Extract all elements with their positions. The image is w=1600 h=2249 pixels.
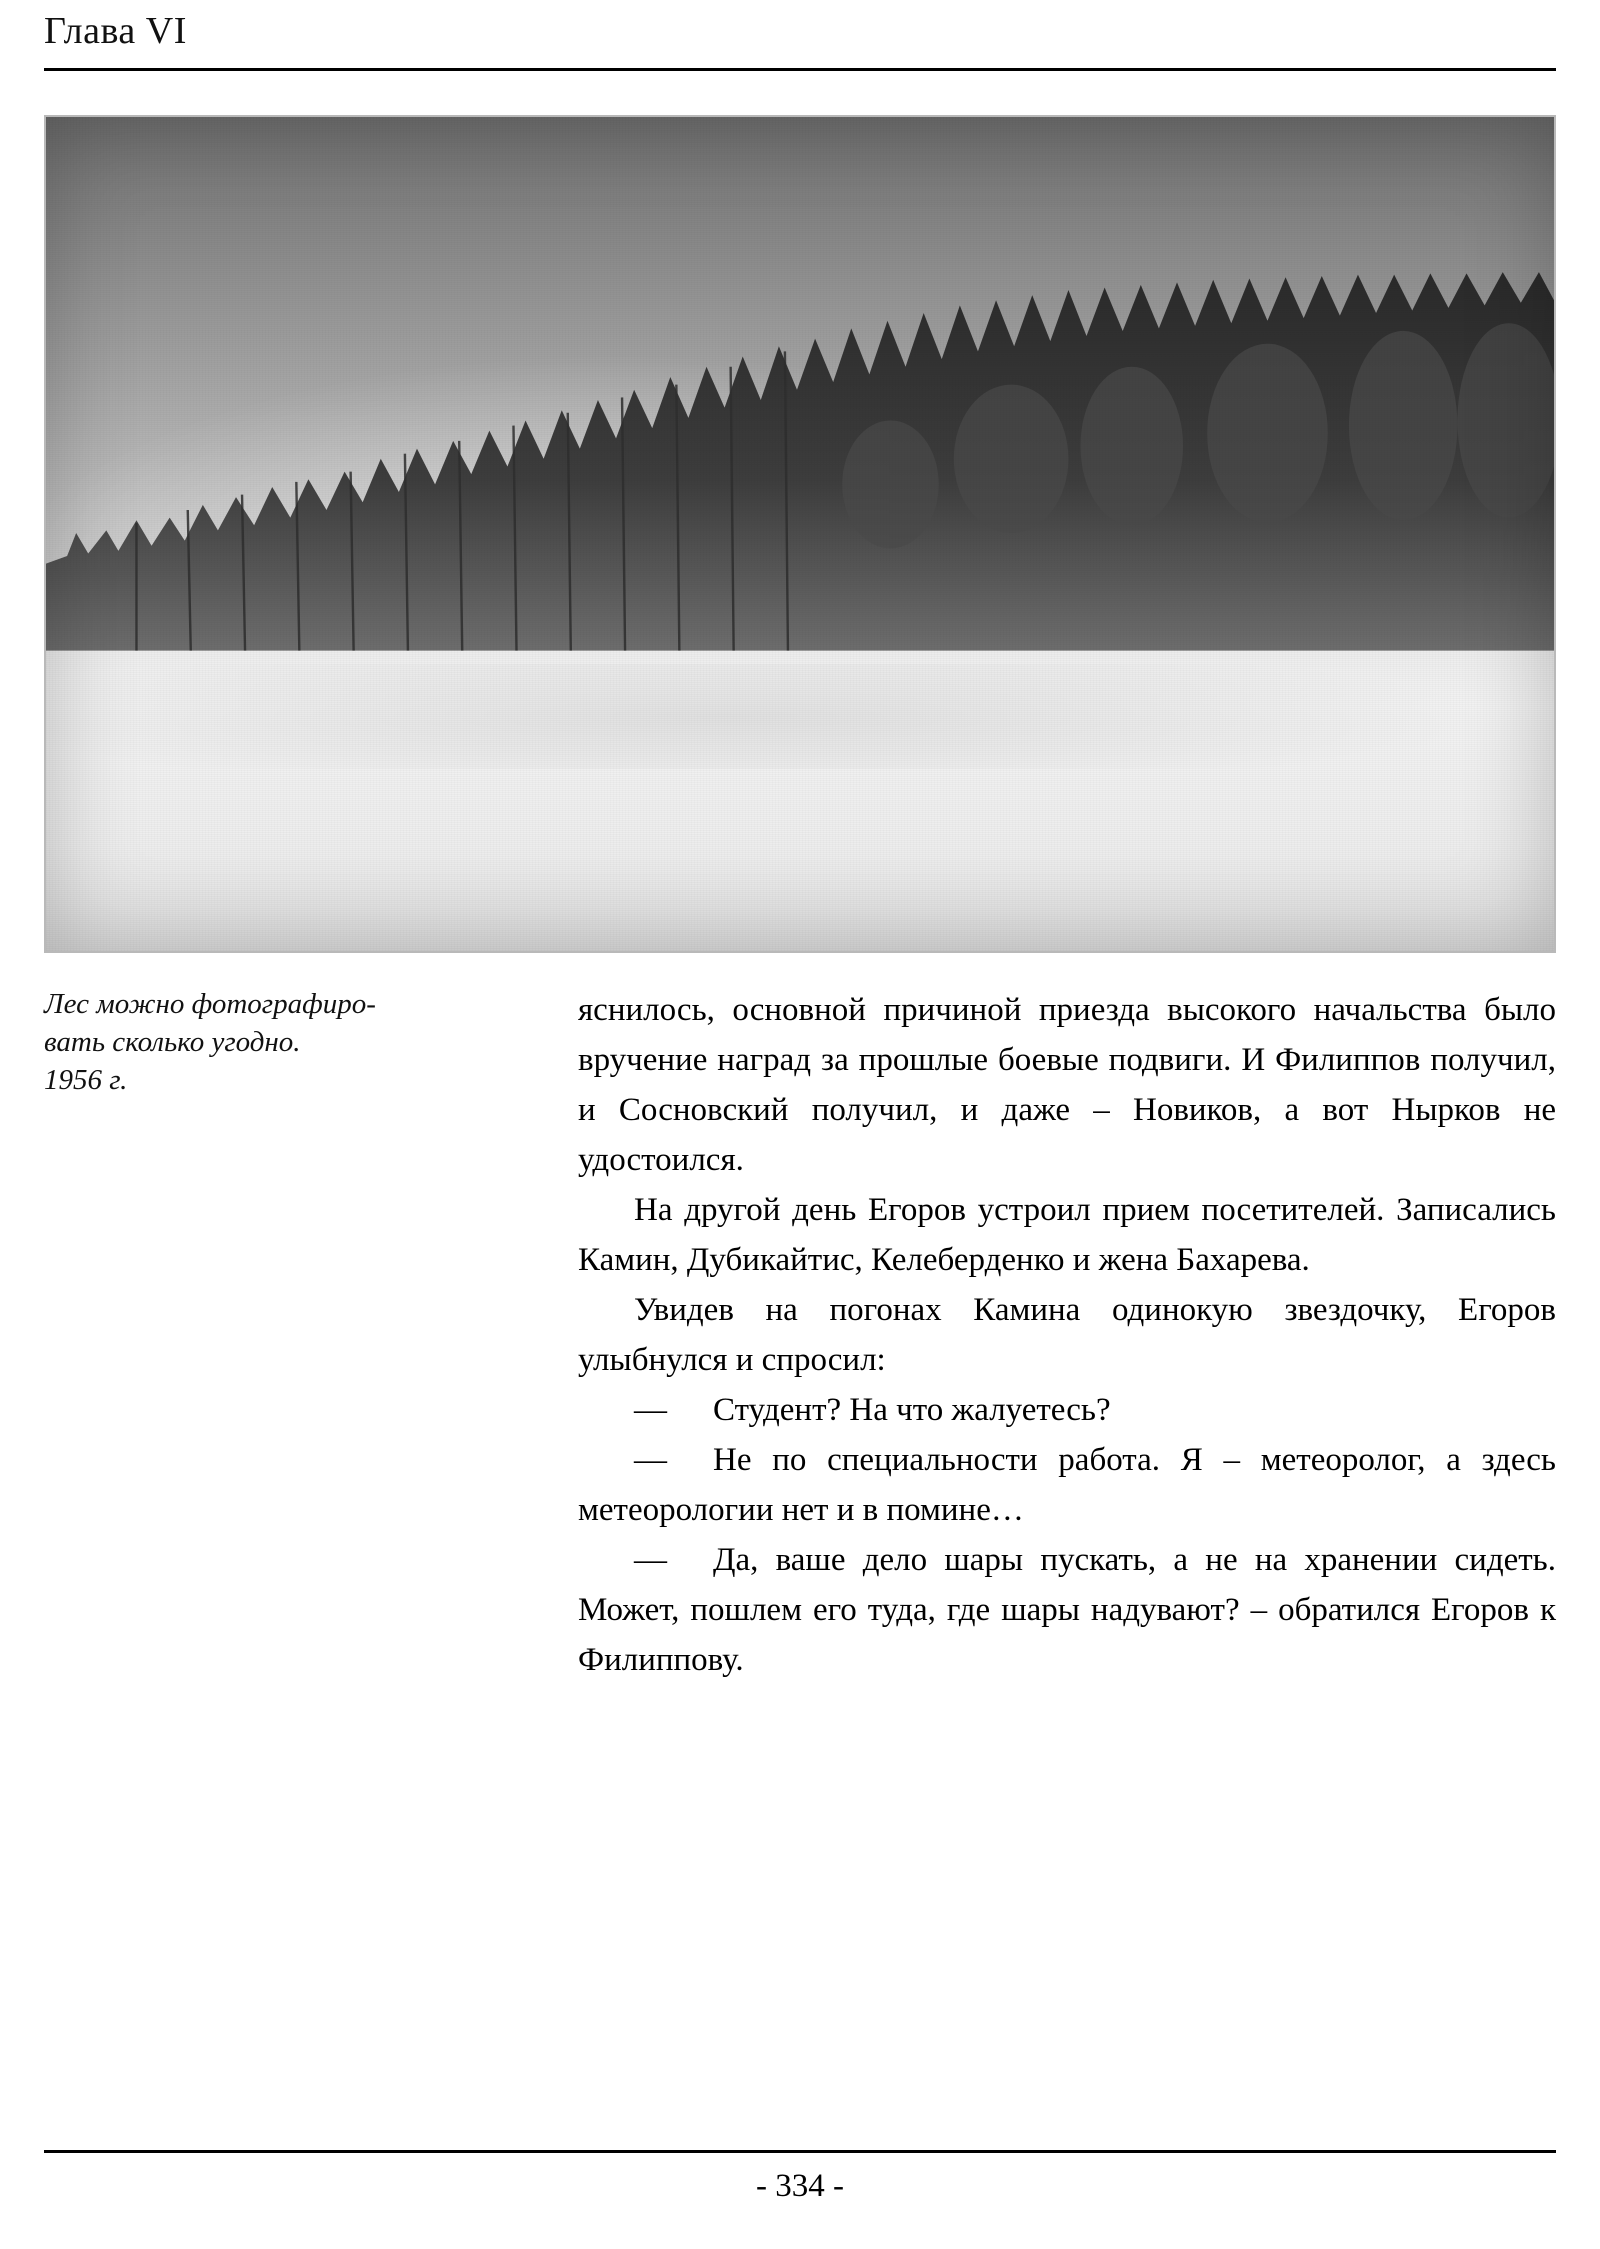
page-number: - 334 - [756,2168,844,2204]
paragraph: Увидев на погонах Камина одинокую звездочку, Егоров улыбнулся и спросил: [578,1292,1556,1378]
photo-treeline [46,267,1554,651]
caption-line-1: Лес можно фотографиро- [44,988,376,1020]
dialog-dash: — [634,1542,667,1578]
dialog-text: Студент? На что жалуетесь? [713,1392,1111,1428]
figure-photo [44,115,1556,953]
figure-caption [44,985,544,1099]
caption-line-2: вать сколько угодно. [44,1026,301,1058]
paragraph: На другой день Егоров устроил прием посетителей. Записались Камин, Дубикайтис, Келеберденко и жена Бахарева. [578,1192,1556,1278]
chapter-title: Глава VI [44,10,187,52]
dialog-text: Не по специальности работа. Я – метеоролог, а здесь метеорологии нет и в помине… [578,1442,1556,1528]
dialog-dash: — [634,1392,667,1428]
footer-divider [44,2150,1556,2153]
dialog-paragraph [578,1435,1556,1535]
page-header [44,8,1556,74]
paragraph: яснилось, основной причиной приезда высокого начальства было вручение наград за прошлые боевые подвиги. И Филиппов получил, и Сосновский получил, и даже – Новиков, а вот Нырков не удостоился. [578,992,1556,1178]
header-divider [44,68,1556,71]
dialog-dash: — [634,1442,667,1478]
winter-forest-photo [46,117,1554,951]
photo-snow-field [46,601,1554,951]
dialog-text: Да, ваше дело шары пускать, а не на хранении сидеть. Может, пошлем его туда, где шары надувают? – обратился Егоров к Филиппову. [578,1542,1556,1678]
dialog-paragraph [578,1385,1556,1435]
caption-line-3: 1956 г. [44,1064,128,1096]
dialog-paragraph [578,1535,1556,1685]
body-text-column [578,985,1556,1685]
